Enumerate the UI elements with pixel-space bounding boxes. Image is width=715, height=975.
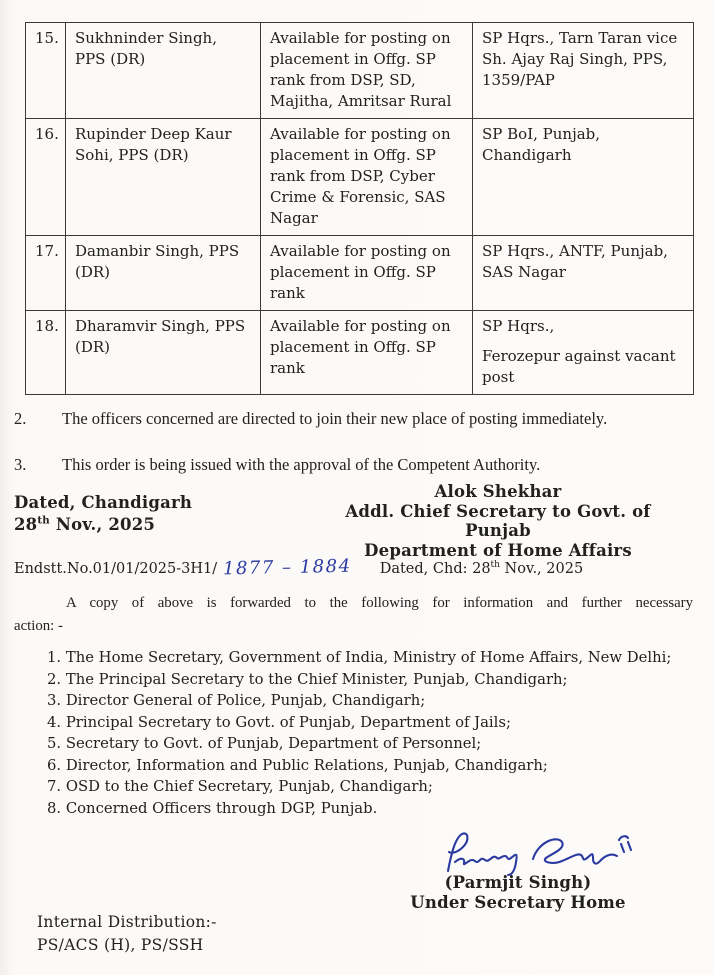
signer-name: (Parmjit Singh) <box>444 873 592 892</box>
recipients-list <box>47 647 715 819</box>
serial-number-cell: 17. <box>26 236 66 311</box>
posting-line: Ferozepur against vacant post <box>482 347 676 386</box>
signer-title: Under Secretary Home <box>410 893 626 912</box>
handwritten-signature-icon <box>441 829 636 877</box>
paragraph-3-text: This order is being issued with the approval of the Competent Authority. <box>62 455 541 474</box>
recipient-item: 8. Concerned Officers through DGP, Punjab. <box>47 799 378 817</box>
serial-number-cell: 16. <box>26 119 66 236</box>
posting-cell <box>473 236 694 311</box>
recipient-item: 1. The Home Secretary, Government of India, Ministry of Home Affairs, New Delhi; <box>47 649 672 666</box>
posting-cell <box>473 23 694 119</box>
officer-name-cell: Dharamvir Singh, PPS (DR) <box>66 311 261 395</box>
paragraph-2 <box>14 406 691 431</box>
forwarding-line-2: action: - <box>14 618 63 634</box>
dateline-date: 28th Nov., 2025 <box>14 514 156 534</box>
officer-name-cell: Sukhninder Singh, PPS (DR) <box>66 23 261 119</box>
endorsement-date: Dated, Chd: 28th Nov., 2025 <box>379 560 584 577</box>
posting-line: SP BoI, Punjab, Chandigarh <box>482 125 601 164</box>
paragraph-3 <box>14 452 691 477</box>
availability-cell: Available for posting on placement in Offg. SP rank <box>261 311 473 395</box>
dateline-place: Dated, Chandigarh <box>14 493 193 512</box>
under-secretary-signature-block <box>393 829 643 913</box>
posting-line: SP Hqrs., ANTF, Punjab, SAS Nagar <box>482 242 668 281</box>
paragraph-3-number: 3. <box>14 455 27 474</box>
signatory-title: Addl. Chief Secretary to Govt. of Punjab <box>345 501 651 540</box>
posting-cell <box>473 311 694 395</box>
table-row <box>26 236 694 311</box>
endorsement-number: Endstt.No.01/01/2025-3H1/ <box>14 561 218 577</box>
table-row <box>26 23 694 119</box>
table-row <box>26 311 694 395</box>
internal-distribution <box>37 911 715 957</box>
table-row <box>26 119 694 236</box>
posting-cell <box>473 119 694 236</box>
endorsement-line <box>14 557 715 580</box>
signatory-block <box>315 482 681 560</box>
posting-table <box>25 22 694 395</box>
recipient-item: 3. Director General of Police, Punjab, Chandigarh; <box>47 692 426 709</box>
availability-cell: Available for posting on placement in Offg. SP rank from DSP, Cyber Crime & Forensic, SAS Nagar <box>261 119 473 236</box>
serial-number-cell: 18. <box>26 311 66 395</box>
forwarding-line-1: A copy of above is forwarded to the following for information and further necessary <box>66 595 693 611</box>
internal-distribution-value: PS/ACS (H), PS/SSH <box>37 936 204 954</box>
recipient-item: 5. Secretary to Govt. of Punjab, Department of Personnel; <box>47 735 482 752</box>
signatory-department: Department of Home Affairs <box>364 540 632 560</box>
officer-name-cell: Rupinder Deep Kaur Sohi, PPS (DR) <box>66 119 261 236</box>
recipient-item: 7. OSD to the Chief Secretary, Punjab, Chandigarh; <box>47 778 433 795</box>
recipient-item: 6. Director, Information and Public Relations, Punjab, Chandigarh; <box>47 756 548 774</box>
recipient-item: 2. The Principal Secretary to the Chief Minister, Punjab, Chandigarh; <box>47 670 568 688</box>
internal-distribution-label: Internal Distribution:- <box>37 913 217 931</box>
availability-cell: Available for posting on placement in Offg. SP rank <box>261 236 473 311</box>
serial-number-cell: 15. <box>26 23 66 119</box>
posting-line: SP Hqrs., <box>482 317 555 335</box>
posting-line: SP Hqrs., Tarn Taran vice Sh. Ajay Raj Singh, PPS, 1359/PAP <box>482 29 678 89</box>
paragraph-2-text: The officers concerned are directed to join their new place of posting immediately. <box>62 409 608 428</box>
signatory-name: Alok Shekhar <box>434 482 562 501</box>
recipient-item: 4. Principal Secretary to Govt. of Punjab, Department of Jails; <box>47 713 511 731</box>
dateline <box>14 492 192 536</box>
officer-name-cell: Damanbir Singh, PPS (DR) <box>66 236 261 311</box>
signatory-row <box>0 482 715 560</box>
handwritten-dispatch-range: 1877 – 1884 <box>222 555 352 580</box>
availability-cell: Available for posting on placement in Offg. SP rank from DSP, SD, Majitha, Amritsar Rural <box>261 23 473 119</box>
paragraph-2-number: 2. <box>14 409 27 428</box>
forwarding-note <box>14 592 693 638</box>
